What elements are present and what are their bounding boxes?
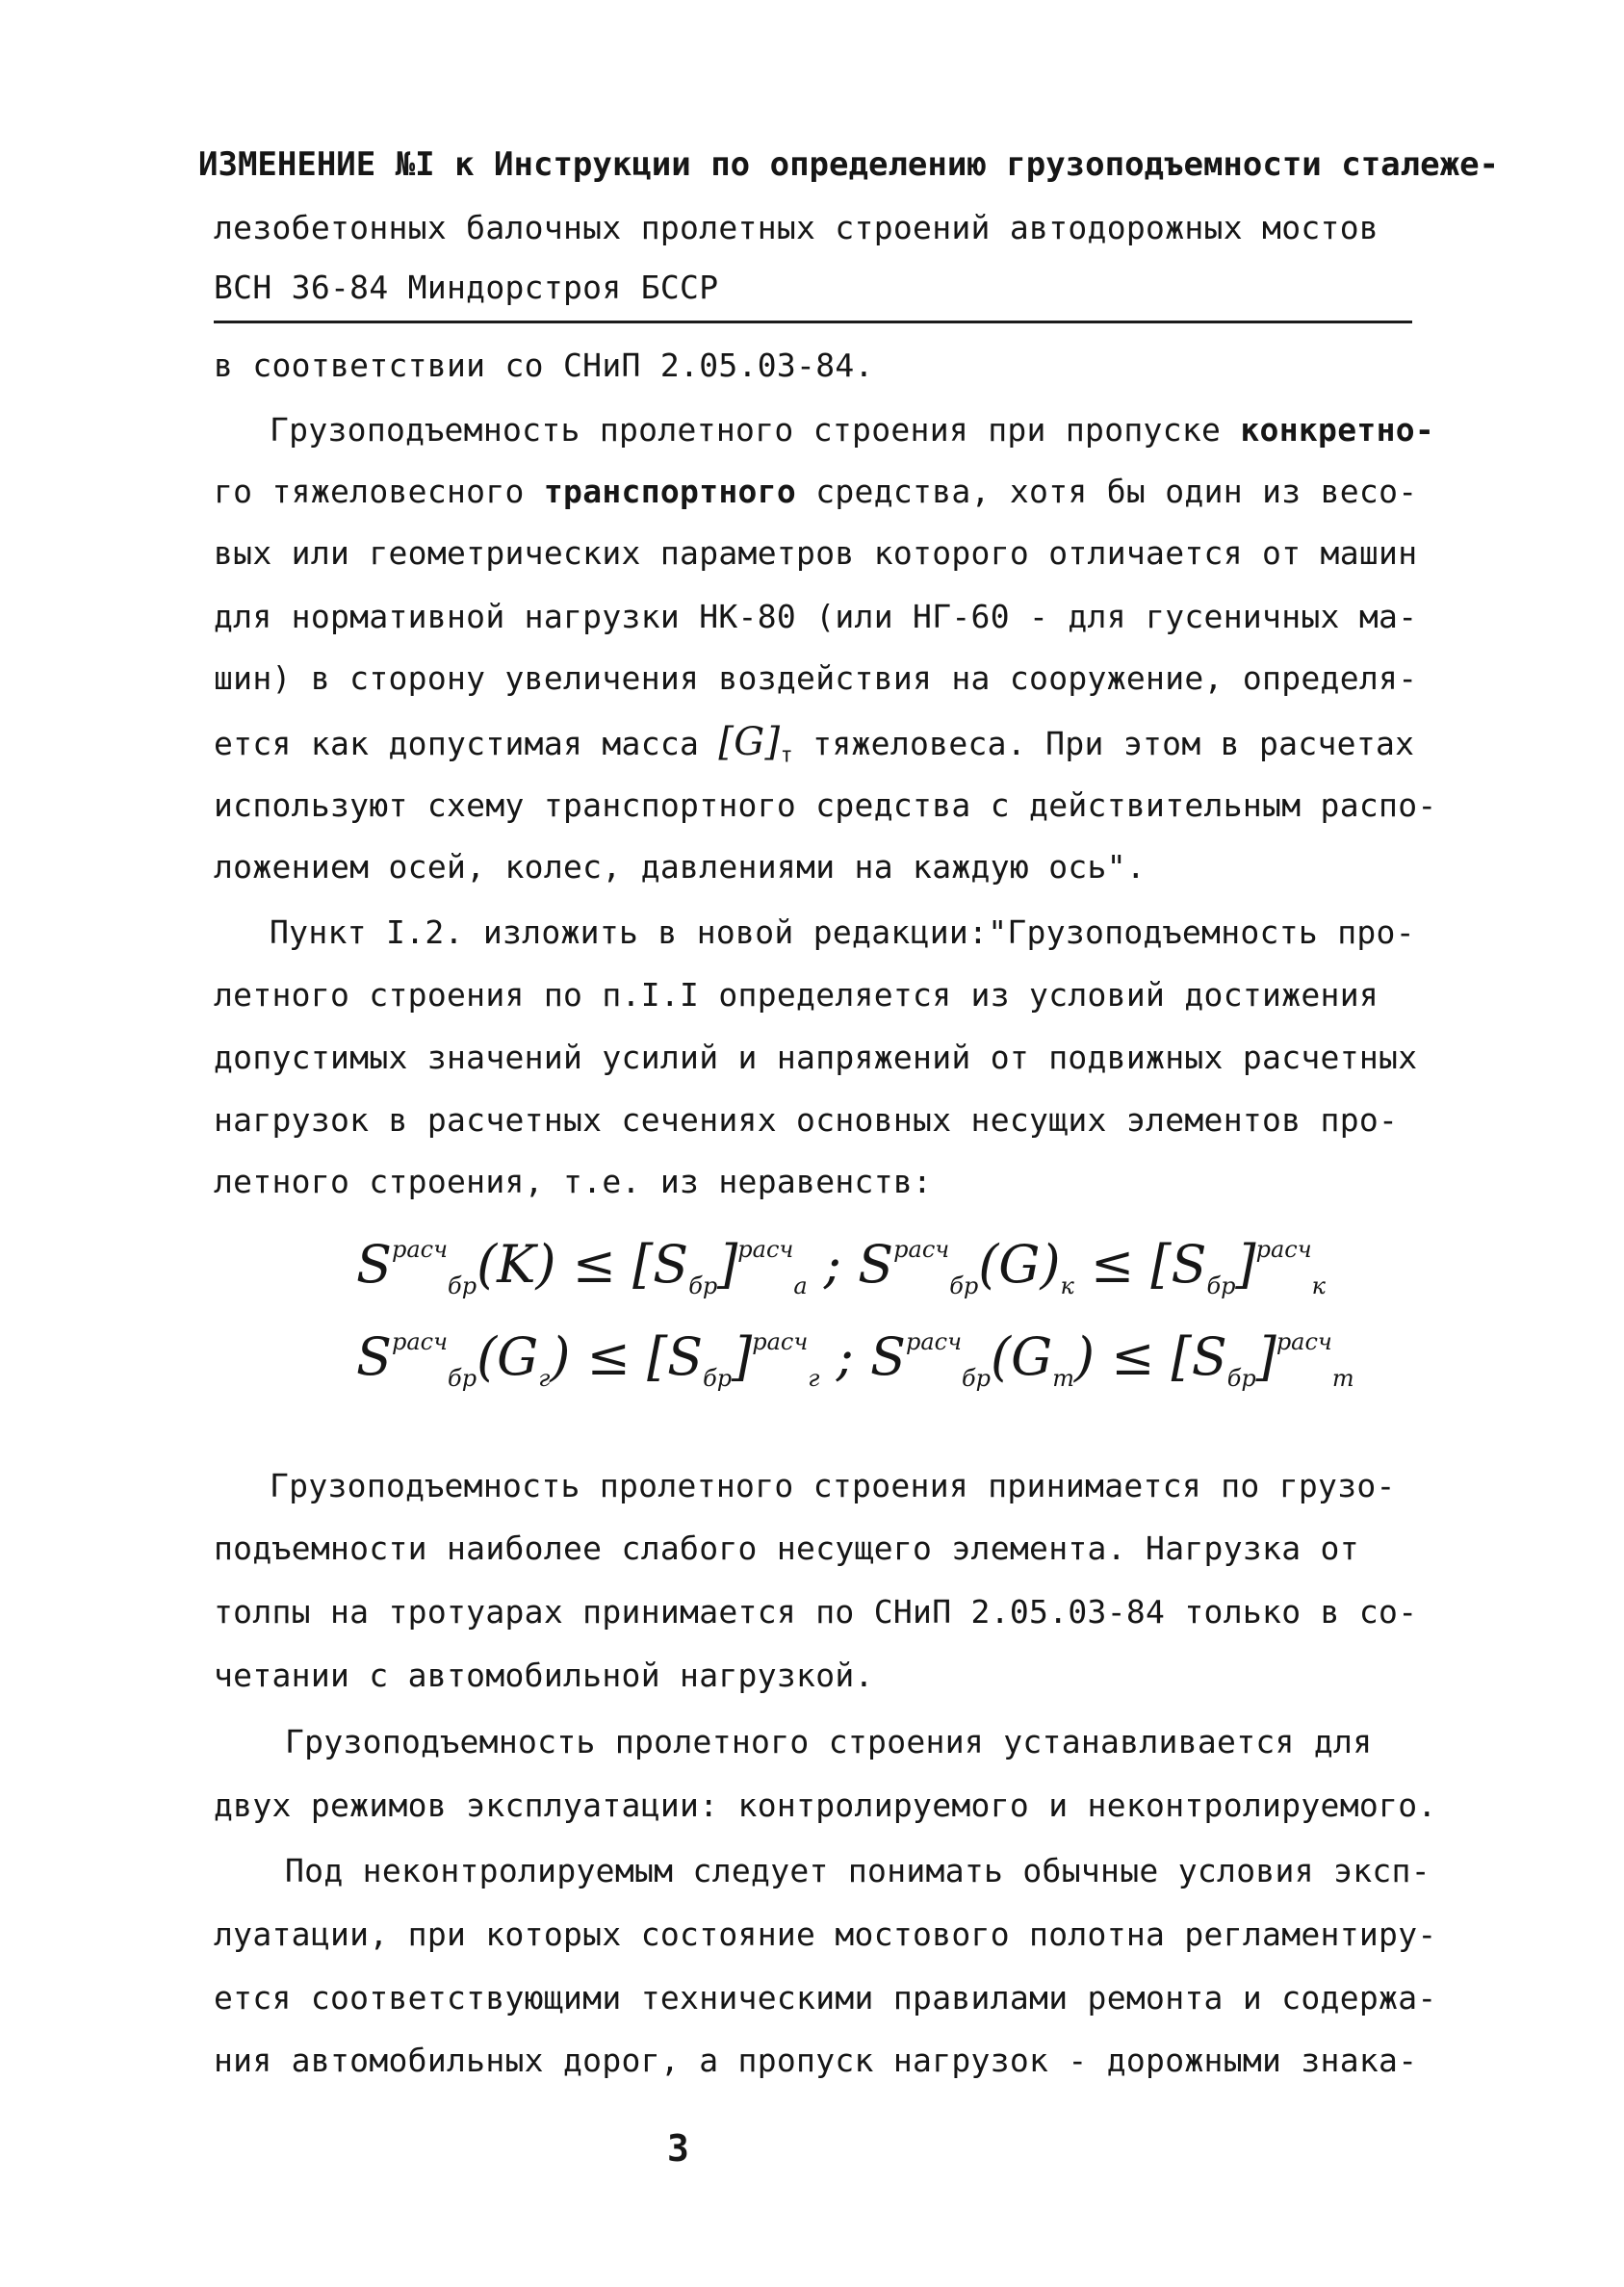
formula-row-1 — [356, 1219, 1326, 1317]
text-run: Грузоподъемность пролетного строения при пропуске — [270, 411, 1241, 449]
formula-text: (K) ≤ [S — [477, 1234, 689, 1295]
paragraph-2-line-3: вых или геометрических параметров которого отличается от машин — [214, 534, 1418, 572]
formula-symbol-s: S — [869, 1326, 906, 1387]
formula-superscript: расч — [737, 1236, 794, 1263]
paragraph-2-line-1 — [270, 410, 1434, 450]
formula-subscript: a — [793, 1272, 808, 1299]
paragraph-6-line-1: Под неконтролируемым следует понимать обычные условия эксп- — [285, 1852, 1431, 1889]
formula-text: (G — [991, 1326, 1053, 1387]
formula-subscript: бр — [448, 1272, 477, 1299]
formula-superscript: расч — [752, 1328, 809, 1355]
text-run: го тяжеловесного — [214, 473, 544, 510]
formula-subscript: т — [1052, 1365, 1074, 1392]
text-run: ется как допустимая масса — [214, 725, 719, 762]
page-number: 3 — [667, 2127, 689, 2170]
formula-text: (G) — [978, 1234, 1061, 1295]
paragraph-6-line-3: ется соответствующими техническими правилами ремонта и содержа- — [214, 1979, 1437, 2017]
paragraph-2-line-2 — [214, 472, 1417, 512]
paragraph-1-line: в соответствии со СНиП 2.05.03-84. — [214, 347, 874, 384]
paragraph-6-line-4: ния автомобильных дорог, а пропуск нагрузок - дорожными знака- — [214, 2042, 1418, 2079]
paragraph-4-line-2: подъемности наиболее слабого несущего элемента. Нагрузка от — [214, 1529, 1359, 1567]
paragraph-3-line-4: нагрузок в расчетных сечениях основных несущих элементов про- — [214, 1101, 1399, 1139]
formula-superscript: расч — [1276, 1328, 1332, 1355]
formula-superscript: расч — [905, 1328, 962, 1355]
formula-subscript: к — [1060, 1272, 1074, 1299]
formula-symbol-s: S — [858, 1234, 894, 1295]
formula-symbol-s: S — [356, 1326, 392, 1387]
symbol-g: [G] — [718, 720, 781, 764]
formula-text: ] — [732, 1326, 753, 1387]
formula-subscript: бр — [949, 1272, 979, 1299]
paragraph-4-line-1: Грузоподъемность пролетного строения принимается по грузо- — [270, 1467, 1396, 1504]
paragraph-3-line-2: летного строения по п.I.I определяется из условий достижения — [214, 976, 1379, 1014]
header-divider — [214, 321, 1412, 323]
formula-separator: ; — [819, 1326, 870, 1387]
formula-separator: ; — [807, 1234, 859, 1295]
bold-text-run: конкретно- — [1240, 411, 1435, 449]
formula-subscript: бр — [688, 1272, 718, 1299]
paragraph-2-line-5: шин) в сторону увеличения воздействия на сооружение, определя- — [214, 659, 1418, 697]
text-run: тяжеловеса. При этом в расчетах — [792, 725, 1415, 762]
formula-superscript: расч — [893, 1236, 950, 1263]
formula-subscript: бр — [1206, 1272, 1236, 1299]
formula-subscript: бр — [1226, 1365, 1256, 1392]
formula-text: ≤ [S — [1073, 1234, 1207, 1295]
formula-subscript: бр — [962, 1365, 992, 1392]
formula-superscript: расч — [392, 1328, 449, 1355]
formula-text: ] — [717, 1234, 738, 1295]
paragraph-3-line-5: летного строения, т.е. из неравенств: — [214, 1163, 933, 1200]
formula-text: ] — [1255, 1326, 1276, 1387]
paragraph-5-line-1: Грузоподъемность пролетного строения устанавливается для — [285, 1723, 1373, 1760]
formula-superscript: расч — [392, 1236, 449, 1263]
paragraph-6-line-2: луатации, при которых состояние мостового полотна регламентиру- — [214, 1915, 1437, 1953]
bold-text-run: транспортного — [543, 473, 797, 510]
formula-subscript: бр — [703, 1365, 733, 1392]
header-line-3: ВСН 36-84 Миндорстроя БССР — [214, 269, 719, 306]
paragraph-3-line-3: допустимых значений усилий и напряжений от подвижных расчетных — [214, 1039, 1418, 1076]
text-run: средства, хотя бы один из весо- — [796, 473, 1418, 510]
formula-subscript: к — [1311, 1272, 1326, 1299]
formula-row-2 — [356, 1311, 1354, 1409]
symbol-g-subscript: т — [780, 743, 793, 768]
paragraph-5-line-2: двух режимов эксплуатации: контролируемого и неконтролируемого. — [214, 1786, 1437, 1824]
header-line-2: лезобетонных балочных пролетных строений автодорожных мостов — [214, 209, 1379, 246]
formula-subscript: бр — [448, 1365, 477, 1392]
formula-subscript: г — [808, 1365, 820, 1392]
formula-text: ] — [1235, 1234, 1256, 1295]
paragraph-2-line-6 — [214, 722, 1414, 777]
formula-symbol-s: S — [356, 1234, 392, 1295]
paragraph-3-line-1: Пункт I.2. изложить в новой редакции:"Грузоподъемность про- — [270, 913, 1415, 951]
paragraph-4-line-4: четании с автомобильной нагрузкой. — [214, 1657, 874, 1694]
formula-text: ) ≤ [S — [550, 1326, 704, 1387]
paragraph-2-line-7: используют схему транспортного средства с действительным распо- — [214, 786, 1437, 824]
paragraph-2-line-4: для нормативной нагрузки НК-80 (или НГ-60 - для гусеничных ма- — [214, 598, 1418, 635]
formula-subscript: г — [538, 1365, 551, 1392]
formula-subscript: т — [1331, 1365, 1354, 1392]
paragraph-4-line-3: толпы на тротуарах принимается по СНиП 2.05.03-84 только в со- — [214, 1593, 1418, 1631]
paragraph-2-line-8: ложением осей, колес, давлениями на каждую ось". — [214, 848, 1147, 886]
formula-superscript: расч — [1255, 1236, 1312, 1263]
formula-text: ) ≤ [S — [1074, 1326, 1227, 1387]
header-title-line: ИЗМЕНЕНИЕ №I к Инструкции по определению грузоподъемности сталеже- — [198, 145, 1500, 184]
formula-text: (G — [477, 1326, 539, 1387]
